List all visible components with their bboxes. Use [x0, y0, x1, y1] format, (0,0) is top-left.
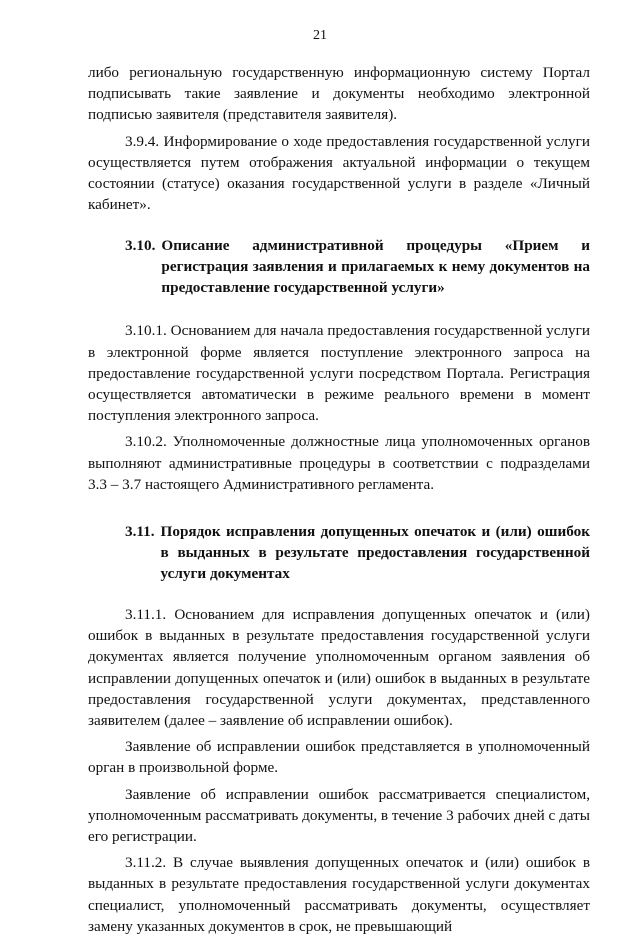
section-heading-3-10 [88, 235, 590, 298]
paragraph-continuation: либо региональную государственную информационную систему Портал подписывать такие заявление и документы необходимо электронной подписью заявителя (представителя заявителя). [88, 64, 590, 124]
paragraph-3-10-1: 3.10.1. Основанием для начала предоставления государственной услуги в электронной форме является поступление электронного запроса на предоставление государственной услуги посредством Портала. Регистрация осуществляется автоматически в режиме реального времени в момент поступления электронного запроса. [88, 322, 590, 425]
paragraph-review-term: Заявление об исправлении ошибок рассматривается специалистом, уполномоченным рассматривать документы, в течение 3 рабочих дней с даты его регистрации. [88, 785, 590, 846]
section-number: 3.11. [125, 523, 155, 541]
page-number: 21 [313, 28, 327, 43]
paragraph-3-11-2: 3.11.2. В случае выявления допущенных опечаток и (или) ошибок в выданных в результате предоставления государственной услуги документах специалист, уполномоченный рассматривать документы, осуществляет замену указанных документов в срок, не превышающий [88, 854, 590, 935]
paragraph-3-10-2: 3.10.2. Уполномоченные должностные лица уполномоченных органов выполняют административные процедуры в соответствии с подразделами 3.3 – 3.7 настоящего Административного регламента. [88, 433, 590, 493]
paragraph-3-9-4: 3.9.4. Информирование о ходе предоставления государственной услуги осуществляется путем отображения актуальной информации о текущем состоянии (статусе) оказания государственной услуги в разделе «Личный кабинет». [88, 132, 590, 214]
paragraph-application-form: Заявление об исправлении ошибок представляется в уполномоченный орган в произвольной форме. [88, 738, 590, 777]
document-body [88, 62, 590, 942]
section-title: Порядок исправления допущенных опечаток и (или) ошибок в выданных в результате предоставления государственной услуги документах [160, 523, 590, 583]
section-heading-3-11 [88, 521, 590, 584]
section-title: Описание административной процедуры «Прием и регистрация заявления и прилагаемых к нему документов на предоставление государственной услуги» [161, 237, 590, 297]
section-number: 3.10. [125, 237, 156, 255]
paragraph-3-11-1: 3.11.1. Основанием для исправления допущенных опечаток и (или) ошибок в выданных в результате предоставления государственной услуги документах является получение уполномоченным органом заявления об исправлении допущенных опечаток и (или) ошибок в выданных в результате предоставления государственной услуги документах, представленного заявителем (далее – заявление об исправлении ошибок). [88, 606, 590, 730]
